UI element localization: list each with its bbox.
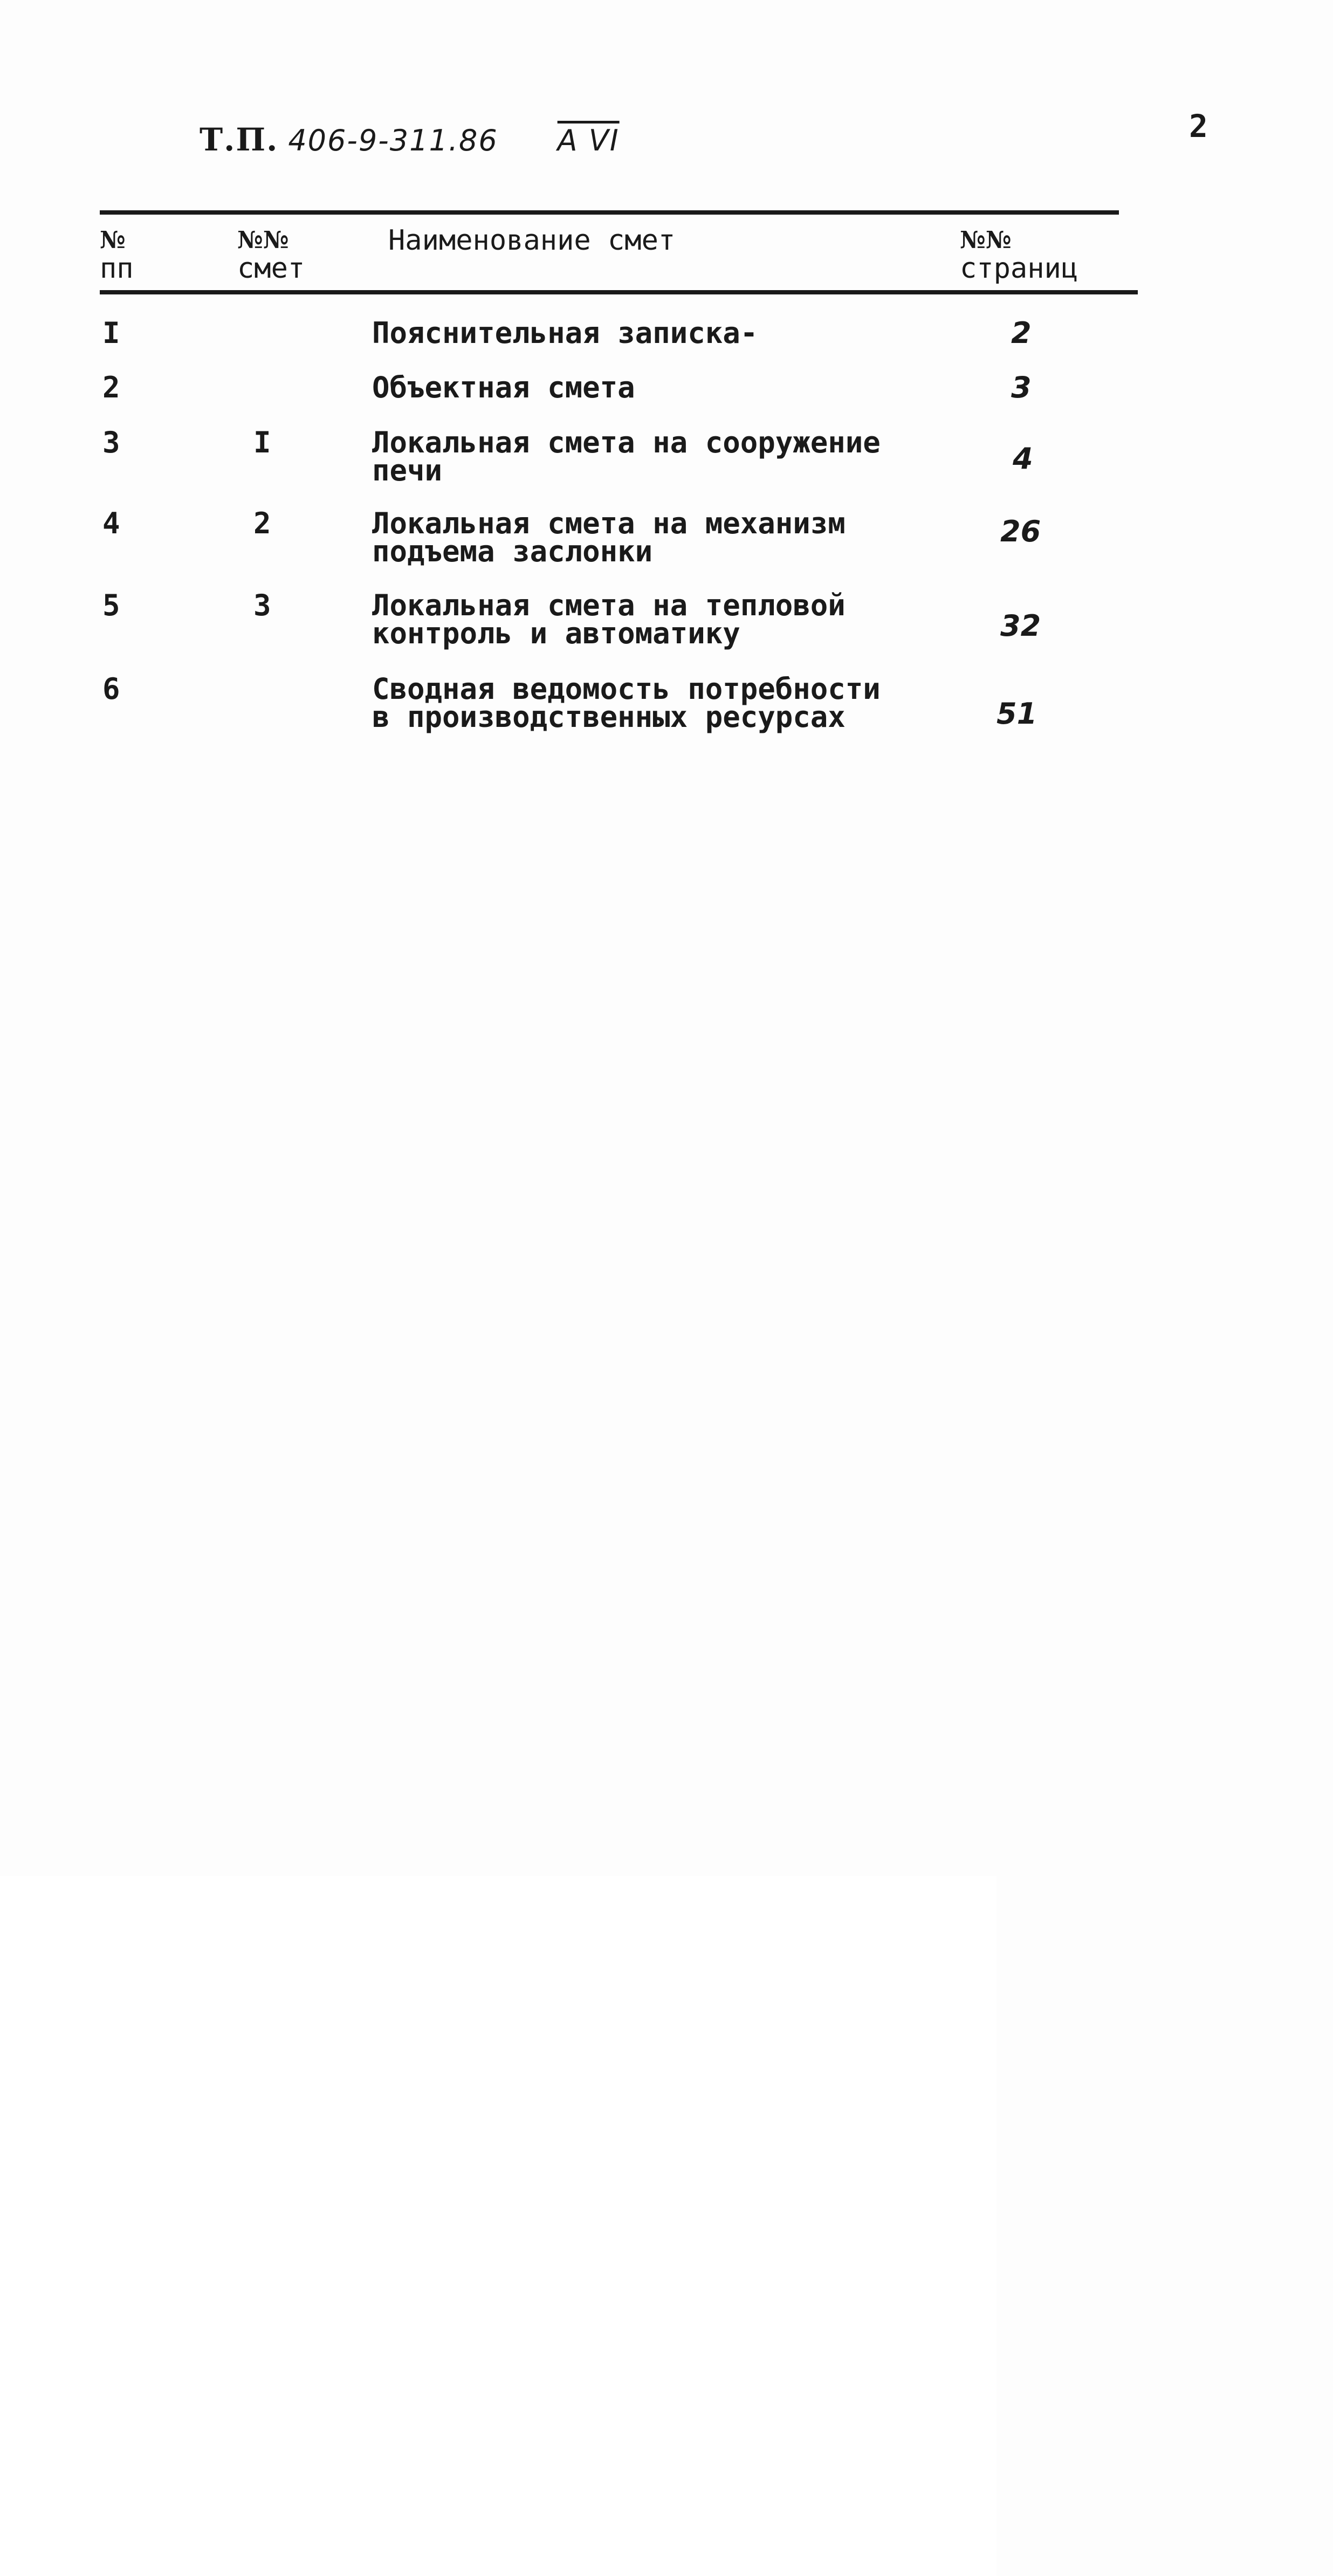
row-5-page: 32	[1000, 612, 1333, 2488]
page-number: 2	[1189, 108, 1208, 145]
column-number-symbol: №	[100, 226, 126, 254]
document-code-handwritten: 406-9-311.86	[288, 123, 498, 157]
album-number: А VI	[557, 123, 620, 157]
row-6-number: 6	[102, 672, 120, 706]
column-estimate-symbol: №№	[237, 226, 289, 254]
row-4-number: 4	[102, 506, 120, 540]
column-pages-symbol: №№	[960, 226, 1012, 254]
column-pages-label: страниц	[960, 252, 1078, 285]
table-top-rule	[100, 210, 1119, 215]
row-4-page: 26	[1000, 518, 1333, 2394]
row-6-name: Сводная ведомость потребности в производственных ресурсах	[372, 672, 881, 734]
row-2-name: Объектная смета	[372, 370, 635, 404]
row-5-number: 5	[102, 588, 120, 622]
row-4-estimate: 2	[253, 506, 271, 540]
column-header-pages	[960, 226, 1078, 283]
row-5-name: Локальная смета на тепловой контроль и автоматику	[372, 588, 846, 650]
document-code-typed: Т.П.	[200, 121, 279, 158]
row-3-estimate: I	[253, 425, 271, 459]
column-header-name: Наименование смет	[388, 224, 676, 257]
column-number-label: пп	[100, 252, 134, 285]
row-3-name: Локальная смета на сооружение печи	[372, 425, 881, 487]
row-1-page: 2	[1011, 319, 1333, 2195]
row-2-page: 3	[1011, 374, 1333, 2250]
row-2-number: 2	[102, 370, 120, 404]
column-header-estimate	[237, 226, 305, 283]
row-3-number: 3	[102, 425, 120, 459]
row-1-number: I	[102, 316, 120, 350]
row-3-page: 4	[1013, 445, 1333, 2321]
row-6-page: 51	[997, 700, 1333, 2576]
row-1-name: Пояснительная записка-	[372, 316, 758, 350]
column-header-number	[100, 226, 134, 283]
document-code	[200, 121, 620, 158]
table-header-rule	[100, 290, 1138, 294]
row-4-name: Локальная смета на механизм подъема заслонки	[372, 506, 846, 568]
row-5-estimate: 3	[253, 588, 271, 622]
column-estimate-label: смет	[237, 252, 305, 285]
